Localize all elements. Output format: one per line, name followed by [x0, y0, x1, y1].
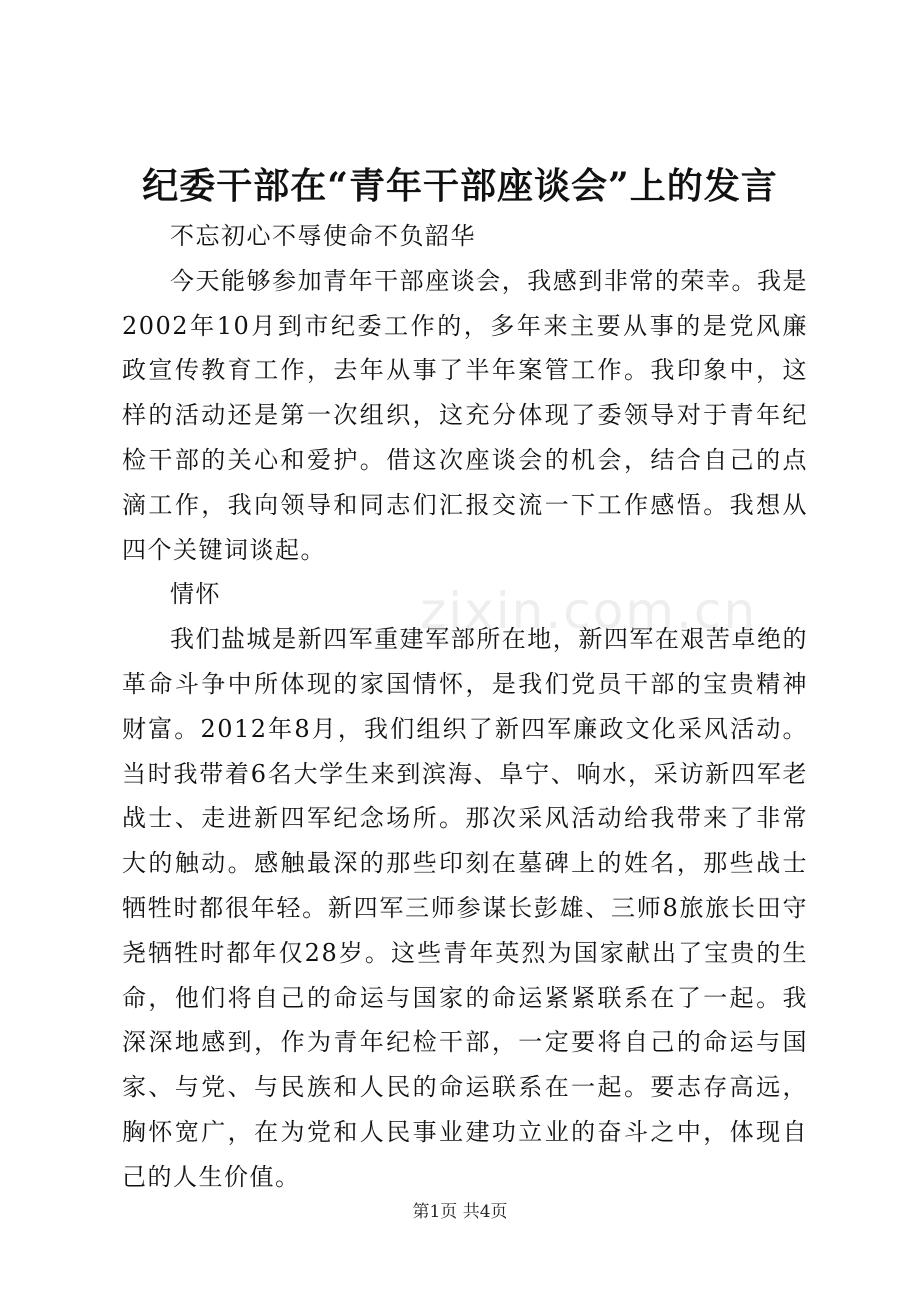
document-body — [122, 214, 808, 1200]
subtitle-paragraph: 不忘初心不辱使命不负韶华 — [170, 222, 476, 250]
section-paragraph: 我们盐城是新四军重建军部所在地，新四军在艰苦卓绝的革命斗争中所体现的家国情怀，是我们党员干部的宝贵精神财富。2012年8月，我们组织了新四军廉政文化采风活动。当时我带着6名大学生来到滨海、阜宁、响水，采访新四军老战士、走进新四军纪念场所。那次采风活动给我带来了非常大的触动。感触最深的那些印刻在墓碑上的姓名，那些战士牺牲时都很年轻。新四军三师参谋长彭雄、三师8旅旅长田守尧牺牲时都年仅28岁。这些青年英烈为国家献出了宝贵的生命，他们将自己的命运与国家的命运紧紧联系在了一起。我深深地感到，作为青年纪检干部，一定要将自己的命运与国家、与党、与民族和人民的命运联系在一起。要志存高远，胸怀宽广，在为党和人民事业建功立业的奋斗之中，体现自己的人生价值。 — [122, 625, 808, 1191]
section-heading: 情怀 — [170, 580, 221, 609]
page-footer: 第1页 共4页 — [412, 1202, 508, 1222]
watermark: zixin.com.cn — [420, 582, 758, 640]
document-title: 纪委干部在“青年干部座谈会”上的发言 — [142, 165, 778, 207]
intro-paragraph: 今天能够参加青年干部座谈会，我感到非常的荣幸。我是2002年10月到市纪委工作的，多年来主要从事的是党风廉政宣传教育工作，去年从事了半年案管工作。我印象中，这样的活动还是第一次组织，这充分体现了委领导对于青年纪检干部的关心和爱护。借这次座谈会的机会，结合自己的点滴工作，我向领导和同志们汇报交流一下工作感悟。我想从四个关键词谈起。 — [122, 266, 808, 564]
